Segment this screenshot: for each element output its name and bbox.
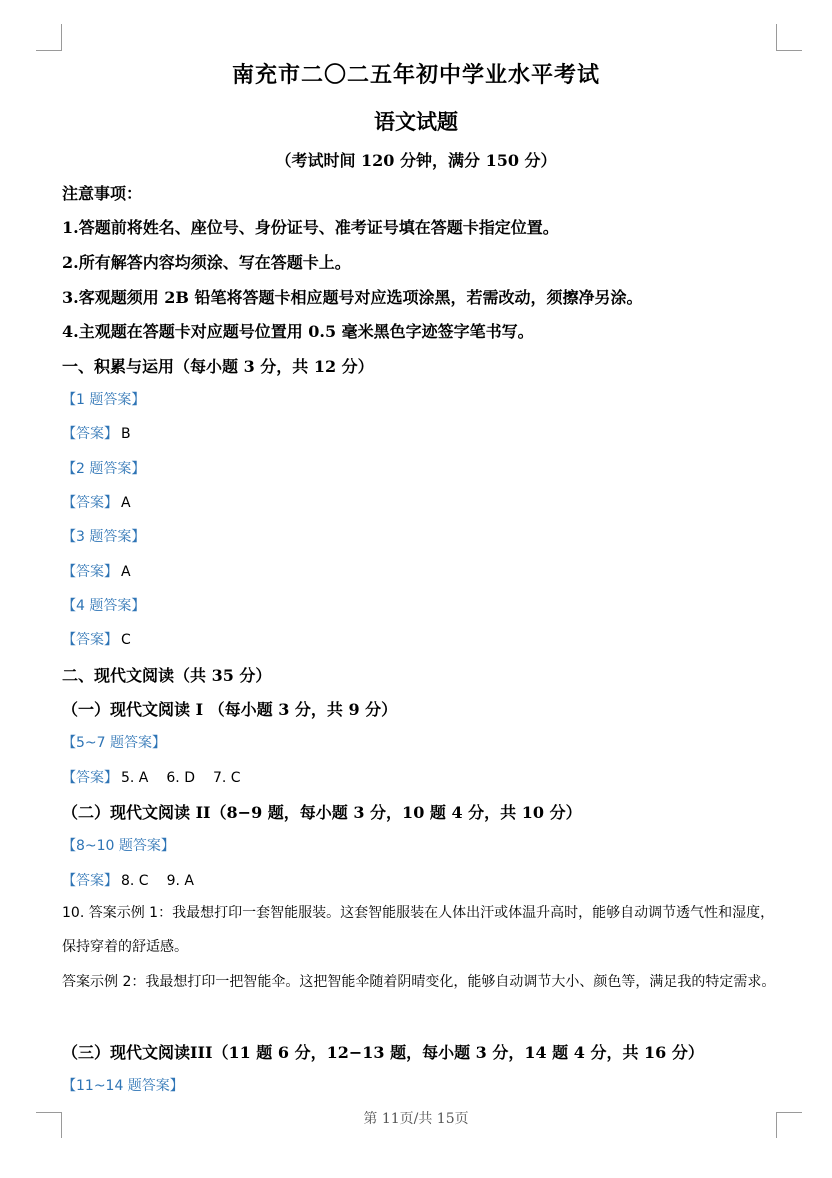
answer-q2 (62, 492, 131, 512)
crop-mark-top-right-h (776, 50, 802, 51)
answer-value-7: 7. C (212, 770, 241, 786)
exam-title: 南充市二〇二五年初中学业水平考试 (231, 62, 600, 88)
answer-value-9: 9. A (166, 873, 194, 889)
answer-tag-q8-10: 【8~10 题答案】 (62, 838, 175, 854)
answer-q1 (62, 423, 131, 443)
answer-value-5: 5. A (121, 770, 149, 786)
crop-mark-top-right (776, 24, 777, 50)
answer-q10-example-2: 答案示例 2：我最想打印一把智能伞。这把智能伞随着阴晴变化，能够自动调节大小、颜色等，满足我的特定需求。 (62, 974, 776, 990)
answer-value: B (121, 426, 131, 442)
part2-heading: （二）现代文阅读 II（8−9 题，每小题 3 分，10 题 4 分，共 10 分） (62, 803, 582, 822)
notice-heading: 注意事项： (62, 184, 143, 203)
crop-mark-top-left-h (36, 50, 62, 51)
part1-heading: （一）现代文阅读 I （每小题 3 分，共 9 分） (62, 700, 398, 719)
answer-label: 【答案】 (62, 873, 118, 889)
answer-value-8: 8. C (121, 873, 149, 889)
crop-mark-top-left (61, 24, 62, 50)
answer-q5-7 (62, 767, 241, 787)
answer-q4 (62, 629, 131, 649)
exam-info: （考试时间 120 分钟，满分 150 分） (275, 151, 557, 170)
section1-heading: 一、积累与运用（每小题 3 分，共 12 分） (62, 357, 374, 376)
notice-item-3: 3.客观题须用 2B 铅笔将答题卡相应题号对应选项涂黑，若需改动，须擦净另涂。 (62, 288, 643, 307)
subject-title: 语文试题 (374, 109, 458, 134)
answer-tag-q3: 【3 题答案】 (62, 529, 146, 545)
answer-q10-example-1: 10. 答案示例 1：我最想打印一套智能服装。这套智能服装在人体出汗或体温升高时，能够自动调节透气性和湿度，保持穿着的舒适感。 (62, 905, 775, 955)
answer-tag-q11-14: 【11~14 题答案】 (62, 1078, 184, 1094)
notice-item-1: 1.答题前将姓名、座位号、身份证号、准考证号填在答题卡指定位置。 (62, 218, 559, 237)
answer-label: 【答案】 (62, 564, 118, 580)
answer-label: 【答案】 (62, 770, 118, 786)
answer-value: C (121, 632, 131, 648)
answer-value: A (121, 564, 131, 580)
answer-value-6: 6. D (166, 770, 195, 786)
answer-value: A (121, 495, 131, 511)
notice-item-2: 2.所有解答内容均须涂、写在答题卡上。 (62, 253, 351, 272)
part3-heading: （三）现代文阅读III（11 题 6 分，12−13 题，每小题 3 分，14 题 4 分，共 16 分） (62, 1043, 704, 1062)
answer-label: 【答案】 (62, 495, 118, 511)
notice-item-4: 4.主观题在答题卡对应题号位置用 0.5 毫米黑色字迹签字笔书写。 (62, 322, 534, 341)
answer-tag-q2: 【2 题答案】 (62, 461, 146, 477)
answer-tag-q1: 【1 题答案】 (62, 392, 146, 408)
answer-label: 【答案】 (62, 632, 118, 648)
answer-label: 【答案】 (62, 426, 118, 442)
answer-tag-q4: 【4 题答案】 (62, 598, 146, 614)
section2-heading: 二、现代文阅读（共 35 分） (62, 666, 272, 685)
answer-q8-9 (62, 870, 194, 890)
answer-q3 (62, 561, 131, 581)
answer-tag-q5-7: 【5~7 题答案】 (62, 735, 166, 751)
page-number: 第 11页/共 15页 (363, 1111, 469, 1127)
